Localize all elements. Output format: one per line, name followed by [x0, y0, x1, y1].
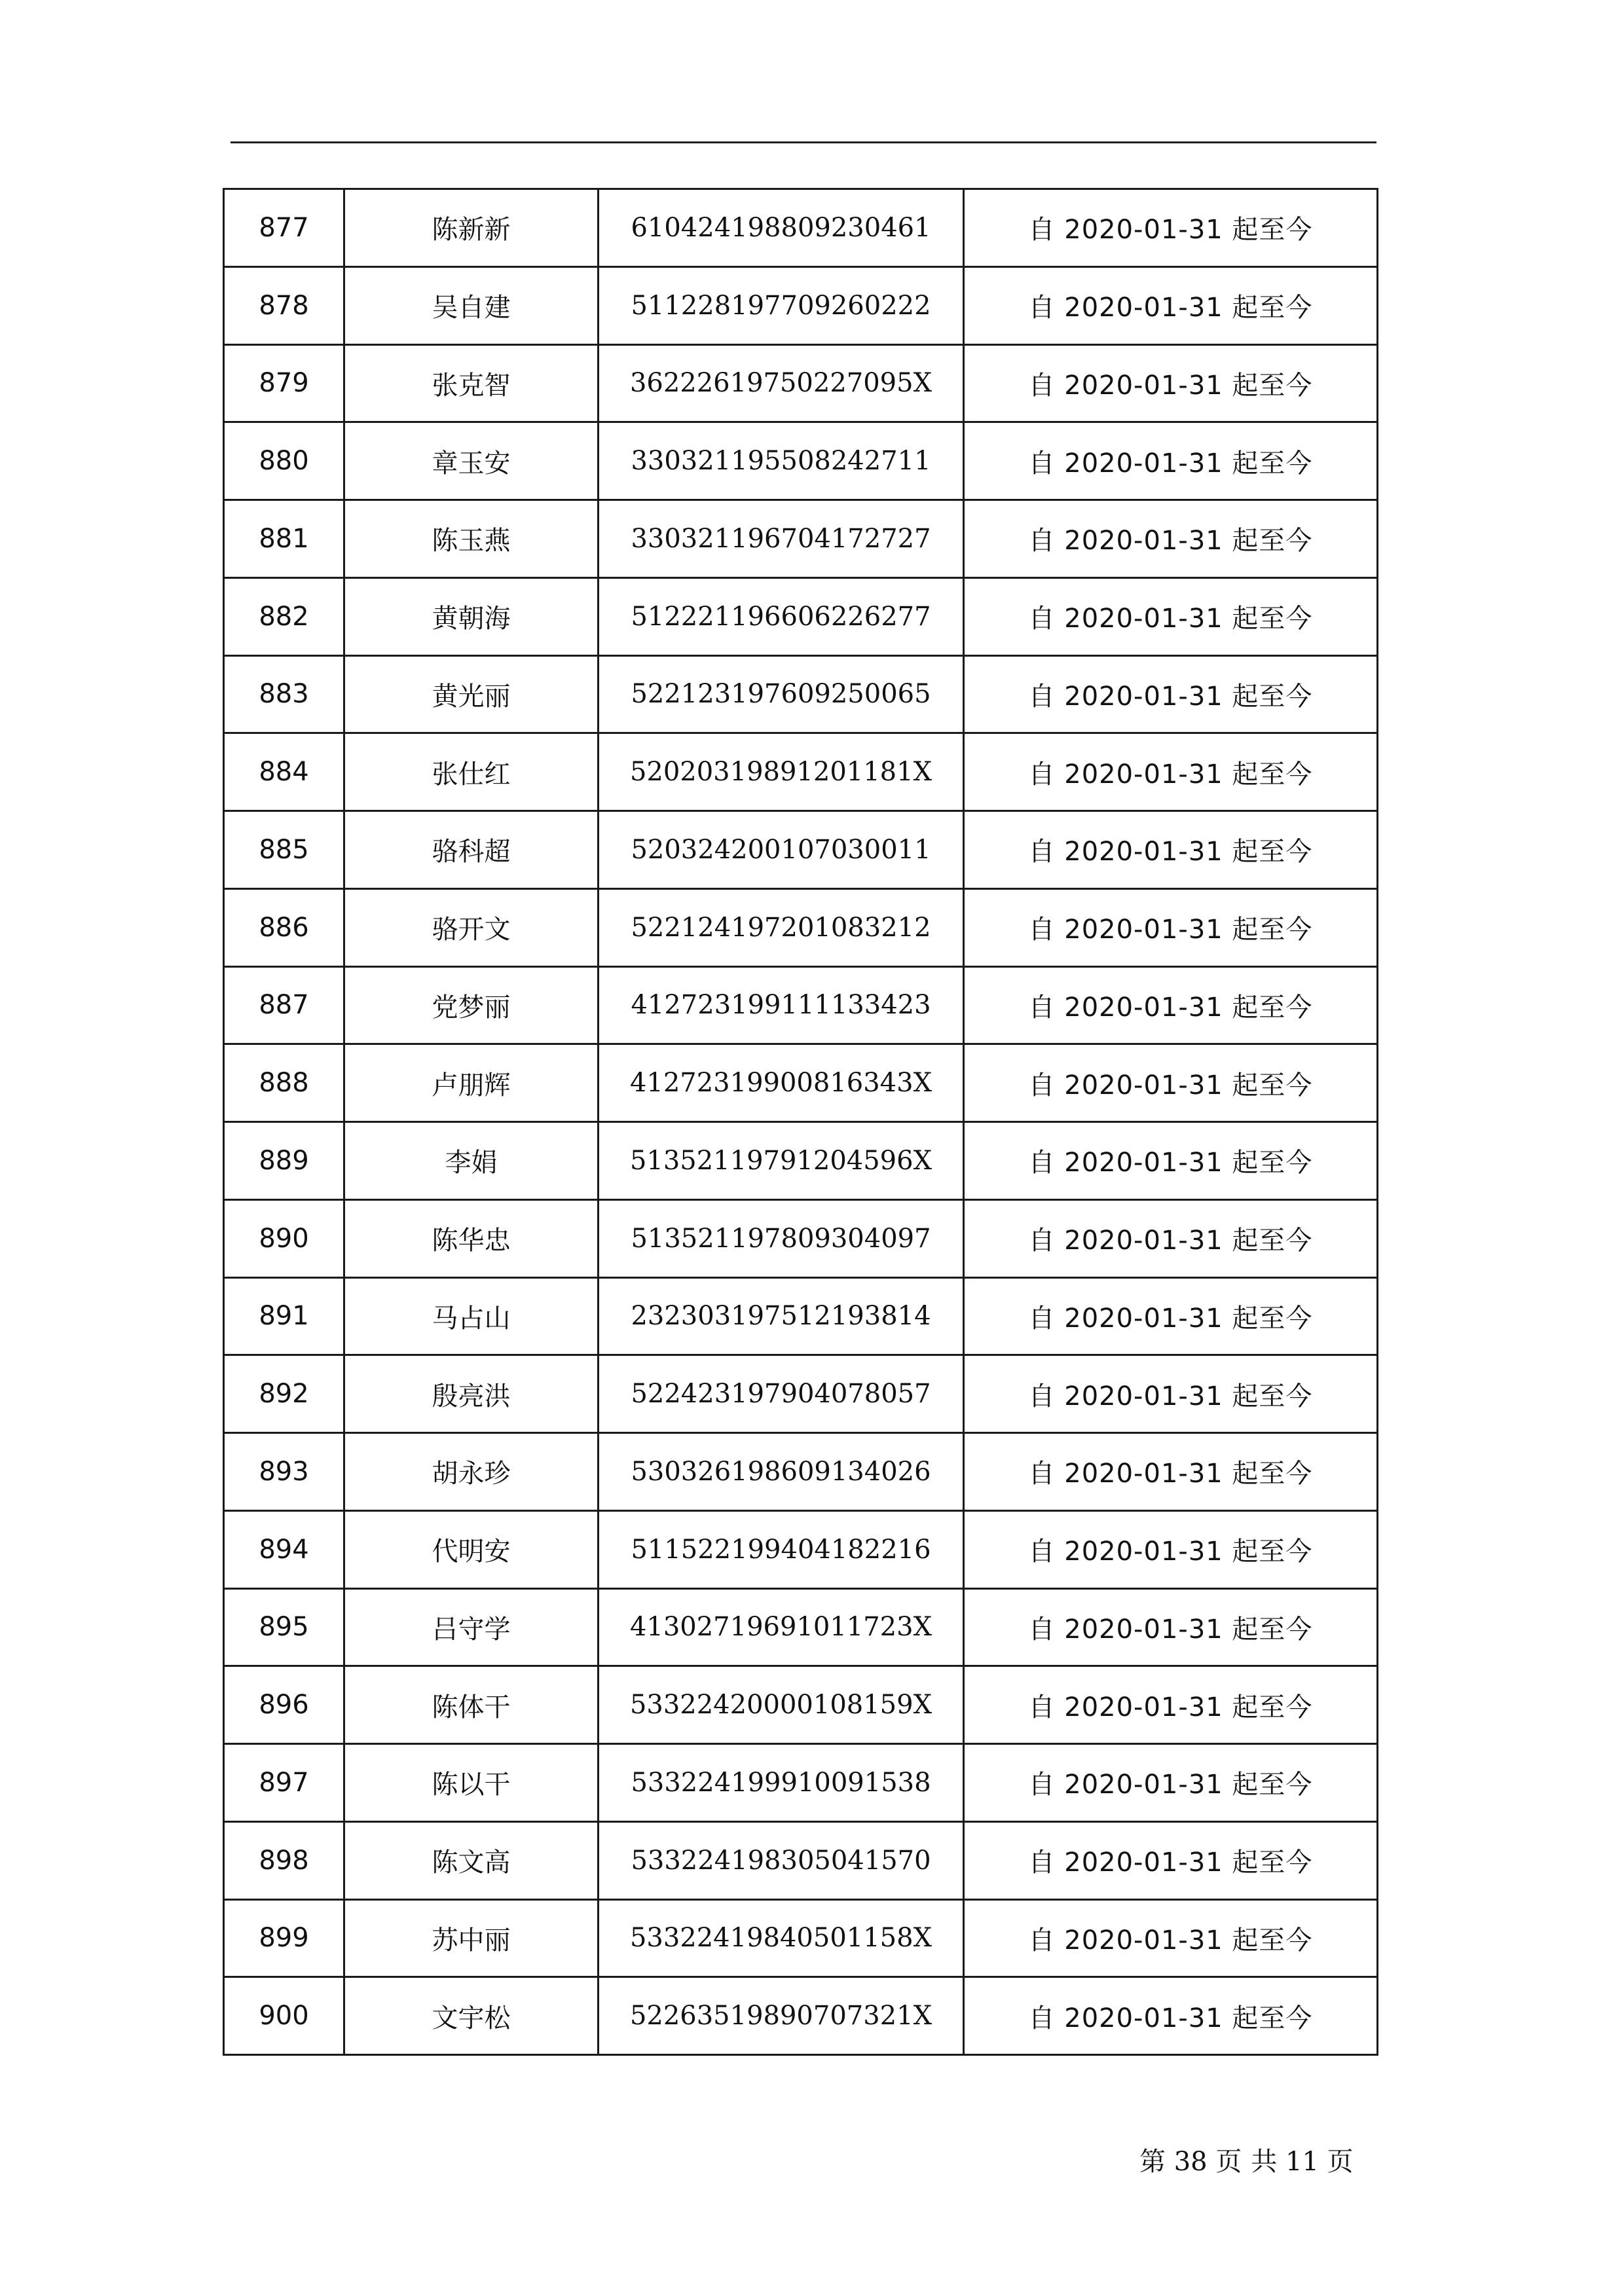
name-cell: 黄朝海: [344, 577, 599, 655]
id-number-cell: 522423197904078057: [599, 1355, 964, 1433]
row-number-cell: 894: [224, 1510, 344, 1588]
table-row: [224, 189, 1378, 267]
period-cell: 自 2020-01-31 起至今: [964, 577, 1378, 655]
period-cell: 自 2020-01-31 起至今: [964, 1433, 1378, 1511]
id-number-cell: 52263519890707321X: [599, 1977, 964, 2055]
id-number-cell: 512221196606226277: [599, 577, 964, 655]
table-row: [224, 266, 1378, 344]
table-row: [224, 888, 1378, 966]
row-number-cell: 879: [224, 344, 344, 422]
id-number-cell: 330321196704172727: [599, 500, 964, 578]
period-cell: 自 2020-01-31 起至今: [964, 1355, 1378, 1433]
name-cell: 陈体干: [344, 1666, 599, 1744]
row-number-cell: 882: [224, 577, 344, 655]
name-cell: 文宇松: [344, 1977, 599, 2055]
table-row: [224, 1899, 1378, 1977]
row-number-cell: 878: [224, 266, 344, 344]
row-number-cell: 880: [224, 422, 344, 500]
name-cell: 吴自建: [344, 266, 599, 344]
row-number-cell: 885: [224, 811, 344, 889]
row-number-cell: 891: [224, 1277, 344, 1355]
period-cell: 自 2020-01-31 起至今: [964, 344, 1378, 422]
id-number-cell: 530326198609134026: [599, 1433, 964, 1511]
table-row: [224, 966, 1378, 1044]
row-number-cell: 883: [224, 655, 344, 733]
row-number-cell: 898: [224, 1821, 344, 1899]
name-cell: 章玉安: [344, 422, 599, 500]
row-number-cell: 890: [224, 1199, 344, 1277]
id-number-cell: 511522199404182216: [599, 1510, 964, 1588]
row-number-cell: 897: [224, 1744, 344, 1822]
period-cell: 自 2020-01-31 起至今: [964, 1277, 1378, 1355]
id-number-cell: 520324200107030011: [599, 811, 964, 889]
period-cell: 自 2020-01-31 起至今: [964, 500, 1378, 578]
name-cell: 骆科超: [344, 811, 599, 889]
row-number-cell: 877: [224, 189, 344, 267]
name-cell: 黄光丽: [344, 655, 599, 733]
id-number-cell: 412723199111133423: [599, 966, 964, 1044]
period-cell: 自 2020-01-31 起至今: [964, 888, 1378, 966]
id-number-cell: 41302719691011723X: [599, 1588, 964, 1666]
name-cell: 张仕红: [344, 733, 599, 811]
page-number: 第 38 页: [1139, 2147, 1242, 2177]
row-number-cell: 884: [224, 733, 344, 811]
period-cell: 自 2020-01-31 起至今: [964, 189, 1378, 267]
header-rule: [231, 141, 1376, 143]
id-number-cell: 522124197201083212: [599, 888, 964, 966]
table-row: [224, 811, 1378, 889]
table-row: [224, 577, 1378, 655]
row-number-cell: 892: [224, 1355, 344, 1433]
id-number-cell: 522123197609250065: [599, 655, 964, 733]
period-cell: 自 2020-01-31 起至今: [964, 1899, 1378, 1977]
table-row: [224, 1355, 1378, 1433]
id-number-cell: 232303197512193814: [599, 1277, 964, 1355]
id-number-cell: 51352119791204596X: [599, 1122, 964, 1200]
id-number-cell: 52020319891201181X: [599, 733, 964, 811]
name-cell: 陈以干: [344, 1744, 599, 1822]
id-number-cell: 41272319900816343X: [599, 1044, 964, 1122]
name-cell: 马占山: [344, 1277, 599, 1355]
table-row: [224, 655, 1378, 733]
period-cell: 自 2020-01-31 起至今: [964, 1122, 1378, 1200]
name-cell: 苏中丽: [344, 1899, 599, 1977]
page-total: 共 11 页: [1251, 2147, 1354, 2177]
id-number-cell: 53322419840501158X: [599, 1899, 964, 1977]
id-number-cell: 533224198305041570: [599, 1821, 964, 1899]
table-row: [224, 1510, 1378, 1588]
name-cell: 张克智: [344, 344, 599, 422]
id-number-cell: 36222619750227095X: [599, 344, 964, 422]
row-number-cell: 886: [224, 888, 344, 966]
id-number-cell: 53322420000108159X: [599, 1666, 964, 1744]
name-cell: 陈华忠: [344, 1199, 599, 1277]
table-row: [224, 1588, 1378, 1666]
roster-table-body: [224, 189, 1378, 2055]
row-number-cell: 900: [224, 1977, 344, 2055]
period-cell: 自 2020-01-31 起至今: [964, 655, 1378, 733]
period-cell: 自 2020-01-31 起至今: [964, 1044, 1378, 1122]
period-cell: 自 2020-01-31 起至今: [964, 1821, 1378, 1899]
id-number-cell: 533224199910091538: [599, 1744, 964, 1822]
roster-table: [223, 188, 1378, 2056]
period-cell: 自 2020-01-31 起至今: [964, 1666, 1378, 1744]
table-row: [224, 1199, 1378, 1277]
row-number-cell: 881: [224, 500, 344, 578]
id-number-cell: 610424198809230461: [599, 189, 964, 267]
period-cell: 自 2020-01-31 起至今: [964, 266, 1378, 344]
name-cell: 陈新新: [344, 189, 599, 267]
table-row: [224, 1744, 1378, 1822]
period-cell: 自 2020-01-31 起至今: [964, 1199, 1378, 1277]
id-number-cell: 513521197809304097: [599, 1199, 964, 1277]
table-row: [224, 1122, 1378, 1200]
period-cell: 自 2020-01-31 起至今: [964, 966, 1378, 1044]
page-footer: [1139, 2141, 1363, 2178]
period-cell: 自 2020-01-31 起至今: [964, 422, 1378, 500]
name-cell: 胡永珍: [344, 1433, 599, 1511]
row-number-cell: 889: [224, 1122, 344, 1200]
table-row: [224, 1044, 1378, 1122]
table-row: [224, 1977, 1378, 2055]
id-number-cell: 511228197709260222: [599, 266, 964, 344]
row-number-cell: 893: [224, 1433, 344, 1511]
table-row: [224, 422, 1378, 500]
name-cell: 党梦丽: [344, 966, 599, 1044]
name-cell: 殷亮洪: [344, 1355, 599, 1433]
name-cell: 骆开文: [344, 888, 599, 966]
period-cell: 自 2020-01-31 起至今: [964, 1744, 1378, 1822]
row-number-cell: 896: [224, 1666, 344, 1744]
row-number-cell: 887: [224, 966, 344, 1044]
row-number-cell: 888: [224, 1044, 344, 1122]
table-row: [224, 500, 1378, 578]
name-cell: 吕守学: [344, 1588, 599, 1666]
table-row: [224, 1433, 1378, 1511]
table-row: [224, 733, 1378, 811]
table-row: [224, 1277, 1378, 1355]
id-number-cell: 330321195508242711: [599, 422, 964, 500]
table-row: [224, 1821, 1378, 1899]
period-cell: 自 2020-01-31 起至今: [964, 733, 1378, 811]
period-cell: 自 2020-01-31 起至今: [964, 811, 1378, 889]
table-row: [224, 344, 1378, 422]
table-row: [224, 1666, 1378, 1744]
row-number-cell: 895: [224, 1588, 344, 1666]
row-number-cell: 899: [224, 1899, 344, 1977]
period-cell: 自 2020-01-31 起至今: [964, 1977, 1378, 2055]
name-cell: 卢朋辉: [344, 1044, 599, 1122]
name-cell: 陈文高: [344, 1821, 599, 1899]
name-cell: 陈玉燕: [344, 500, 599, 578]
period-cell: 自 2020-01-31 起至今: [964, 1588, 1378, 1666]
name-cell: 李娟: [344, 1122, 599, 1200]
period-cell: 自 2020-01-31 起至今: [964, 1510, 1378, 1588]
name-cell: 代明安: [344, 1510, 599, 1588]
